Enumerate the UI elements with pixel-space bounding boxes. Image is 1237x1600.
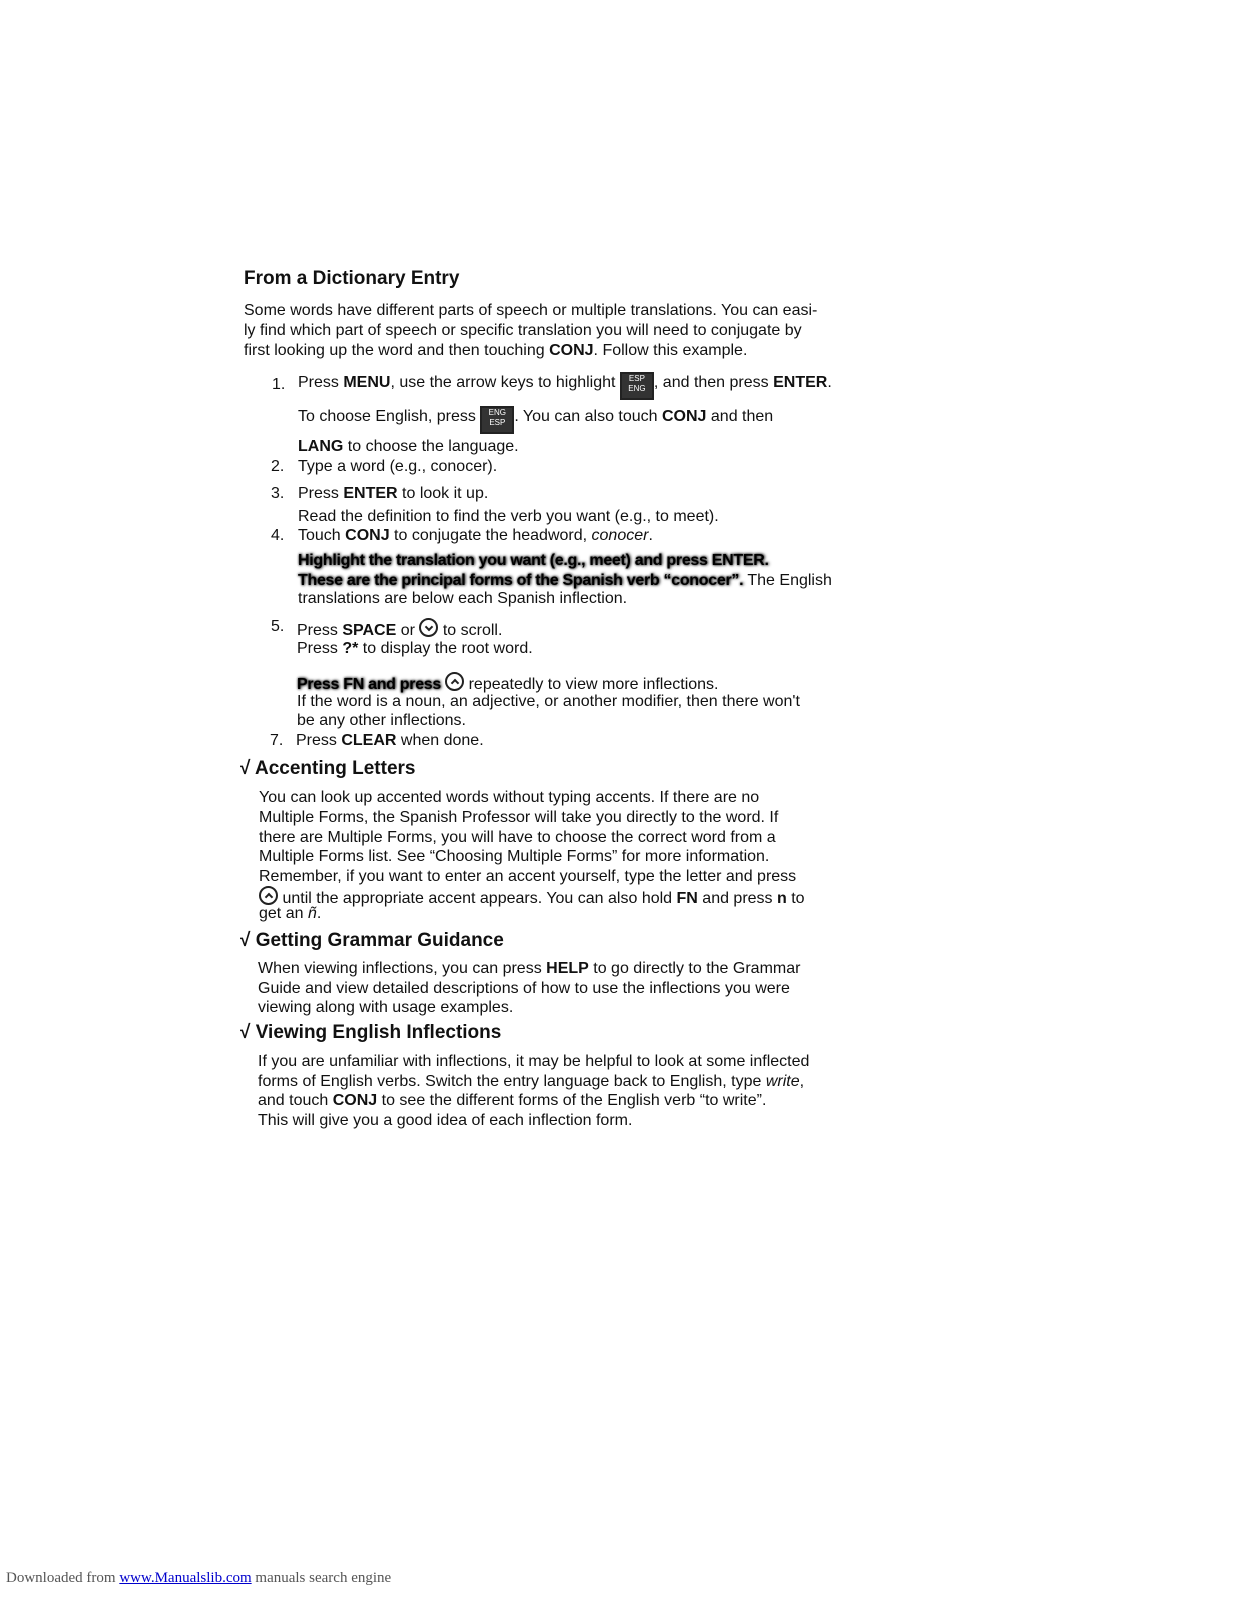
accenting-line-4: Multiple Forms list. See “Choosing Multiple Forms” for more information. <box>259 848 770 865</box>
download-footer <box>6 1570 391 1587</box>
step-text: to look it up. <box>397 485 489 502</box>
intro-text-end: . Follow this example. <box>593 342 748 359</box>
intro-line-3 <box>244 342 747 360</box>
step-text: . <box>827 374 832 391</box>
step-5-line-2 <box>297 640 533 658</box>
fn-key: FN <box>676 890 698 907</box>
step-text: When viewing inflections, you can press <box>258 960 547 977</box>
step-text: or <box>396 622 420 639</box>
step-4-line-4: translations are below each Spanish inflection. <box>298 590 628 607</box>
step-3-line-1 <box>298 485 488 503</box>
example-word: write <box>765 1073 800 1090</box>
grammar-line-1 <box>258 960 800 978</box>
step-text: until the appropriate accent appears. You can also hold <box>278 890 677 907</box>
question-key: ?* <box>342 640 359 657</box>
grammar-line-3: viewing along with usage examples. <box>258 999 514 1016</box>
step-text: to <box>786 890 805 907</box>
accenting-line-1: You can look up accented words without typing accents. If there are no <box>259 789 760 806</box>
step-text: , use the arrow keys to highlight <box>390 374 620 391</box>
english-line-4: This will give you a good idea of each inflection form. <box>258 1112 633 1129</box>
step-6-line-1 <box>297 672 719 694</box>
grammar-line-2: Guide and view detailed descriptions of how to use the inflections you were <box>258 980 790 997</box>
step-text: These are the principal forms of the Spanish verb “conocer”. <box>298 572 748 589</box>
step-3-line-2: Read the definition to find the verb you want (e.g., to meet). <box>298 508 719 525</box>
icon-label: ENG <box>488 408 506 417</box>
help-key: HELP <box>546 960 589 977</box>
step-text: Press <box>297 622 343 639</box>
grammar-guidance-heading: √ Getting Grammar Guidance <box>240 930 504 951</box>
step-7 <box>296 732 484 750</box>
step-number: 5. <box>271 618 285 635</box>
step-text: Press <box>297 640 343 657</box>
step-number: 3. <box>271 485 285 502</box>
n-key: n <box>777 890 787 907</box>
space-key: SPACE <box>342 622 397 639</box>
english-inflections-heading: √ Viewing English Inflections <box>240 1022 502 1043</box>
step-6-line-3: be any other inflections. <box>297 712 466 729</box>
step-1-line-2 <box>298 406 773 434</box>
accenting-line-5: Remember, if you want to enter an accent yourself, type the letter and press <box>259 868 797 885</box>
step-text: to go directly to the Grammar <box>588 960 801 977</box>
conj-key: CONJ <box>662 408 707 425</box>
step-text: The English <box>747 572 832 589</box>
eng-esp-mode-icon <box>480 406 514 434</box>
intro-line-1: Some words have different parts of speech or multiple translations. You can easi- <box>244 302 818 319</box>
manualslib-link[interactable]: www.Manualslib.com <box>119 1570 252 1586</box>
english-line-2 <box>258 1073 804 1091</box>
step-text: to see the different forms of the English verb “to write”. <box>377 1092 767 1109</box>
step-text: . <box>648 527 653 544</box>
conj-key: CONJ <box>345 527 390 544</box>
step-text: and press <box>697 890 777 907</box>
headword: conocer <box>591 527 649 544</box>
icon-label: ESP <box>489 418 506 427</box>
accent-scroll-icon <box>259 886 278 905</box>
step-text: . You can also touch <box>514 408 662 425</box>
step-6-line-2: If the word is a noun, an adjective, or another modifier, then there won't <box>297 693 800 710</box>
step-text: Press <box>296 732 342 749</box>
step-text: to conjugate the headword, <box>389 527 592 544</box>
step-5-line-1 <box>297 618 502 640</box>
footer-suffix: manuals search engine <box>251 1570 392 1586</box>
step-text: Press <box>298 485 344 502</box>
scroll-up-icon <box>445 672 464 691</box>
step-text: , and then press <box>653 374 774 391</box>
accenting-line-7 <box>259 905 321 923</box>
step-4-line-2: Highlight the translation you want (e.g., meet) and press ENTER. <box>298 552 769 569</box>
step-2: Type a word (e.g., conocer). <box>298 458 498 475</box>
conj-key: CONJ <box>549 342 594 359</box>
accenting-letters-heading: √ Accenting Letters <box>240 758 416 779</box>
step-text: To choose English, press <box>298 408 481 425</box>
accenting-line-3: there are Multiple Forms, you will have to choose the correct word from a <box>259 829 776 846</box>
esp-eng-mode-icon <box>620 372 654 400</box>
conj-key: CONJ <box>332 1092 378 1109</box>
step-number: 7. <box>270 732 284 749</box>
step-text: get an <box>259 905 308 922</box>
clear-key: CLEAR <box>341 732 397 749</box>
step-text: forms of English verbs. Switch the entry language back to English, type <box>258 1073 766 1090</box>
english-line-1: If you are unfamiliar with inflections, it may be helpful to look at some inflected <box>258 1053 810 1070</box>
step-text: and then <box>706 408 774 425</box>
footer-prefix: Downloaded from <box>6 1570 120 1586</box>
accenting-line-2: Multiple Forms, the Spanish Professor will take you directly to the word. If <box>259 809 779 826</box>
icon-label: ESP <box>628 374 645 383</box>
step-number: 1. <box>272 376 286 393</box>
step-number: 4. <box>271 527 285 544</box>
step-text: and touch <box>258 1092 333 1109</box>
step-text: Press FN and press <box>297 676 446 693</box>
step-text: to scroll. <box>438 622 503 639</box>
enter-key: ENTER <box>343 485 398 502</box>
lang-key: LANG <box>298 438 344 455</box>
section-title: From a Dictionary Entry <box>244 268 460 289</box>
menu-key: MENU <box>343 374 391 391</box>
step-4-line-3 <box>298 572 832 590</box>
icon-label: ENG <box>628 384 646 393</box>
step-text: Press <box>298 374 344 391</box>
step-text: Touch <box>298 527 346 544</box>
step-text: when done. <box>396 732 484 749</box>
intro-line-2: ly find which part of speech or specific translation you will need to conjugate by <box>244 322 802 339</box>
accenting-line-6 <box>259 886 805 908</box>
step-1-line-1 <box>298 372 832 400</box>
step-text: to choose the language. <box>343 438 519 455</box>
intro-text: first looking up the word and then touching <box>244 342 550 359</box>
enter-key: ENTER <box>773 374 828 391</box>
step-1-line-3 <box>298 438 519 456</box>
step-number: 2. <box>271 458 285 475</box>
n-tilde: ñ <box>307 905 317 922</box>
step-text: repeatedly to view more inflections. <box>464 676 719 693</box>
step-text: , <box>799 1073 805 1090</box>
english-line-3 <box>258 1092 766 1110</box>
scroll-down-icon <box>419 618 438 637</box>
step-text: to display the root word. <box>358 640 533 657</box>
step-4-line-1 <box>298 527 653 545</box>
step-text: . <box>316 905 322 922</box>
